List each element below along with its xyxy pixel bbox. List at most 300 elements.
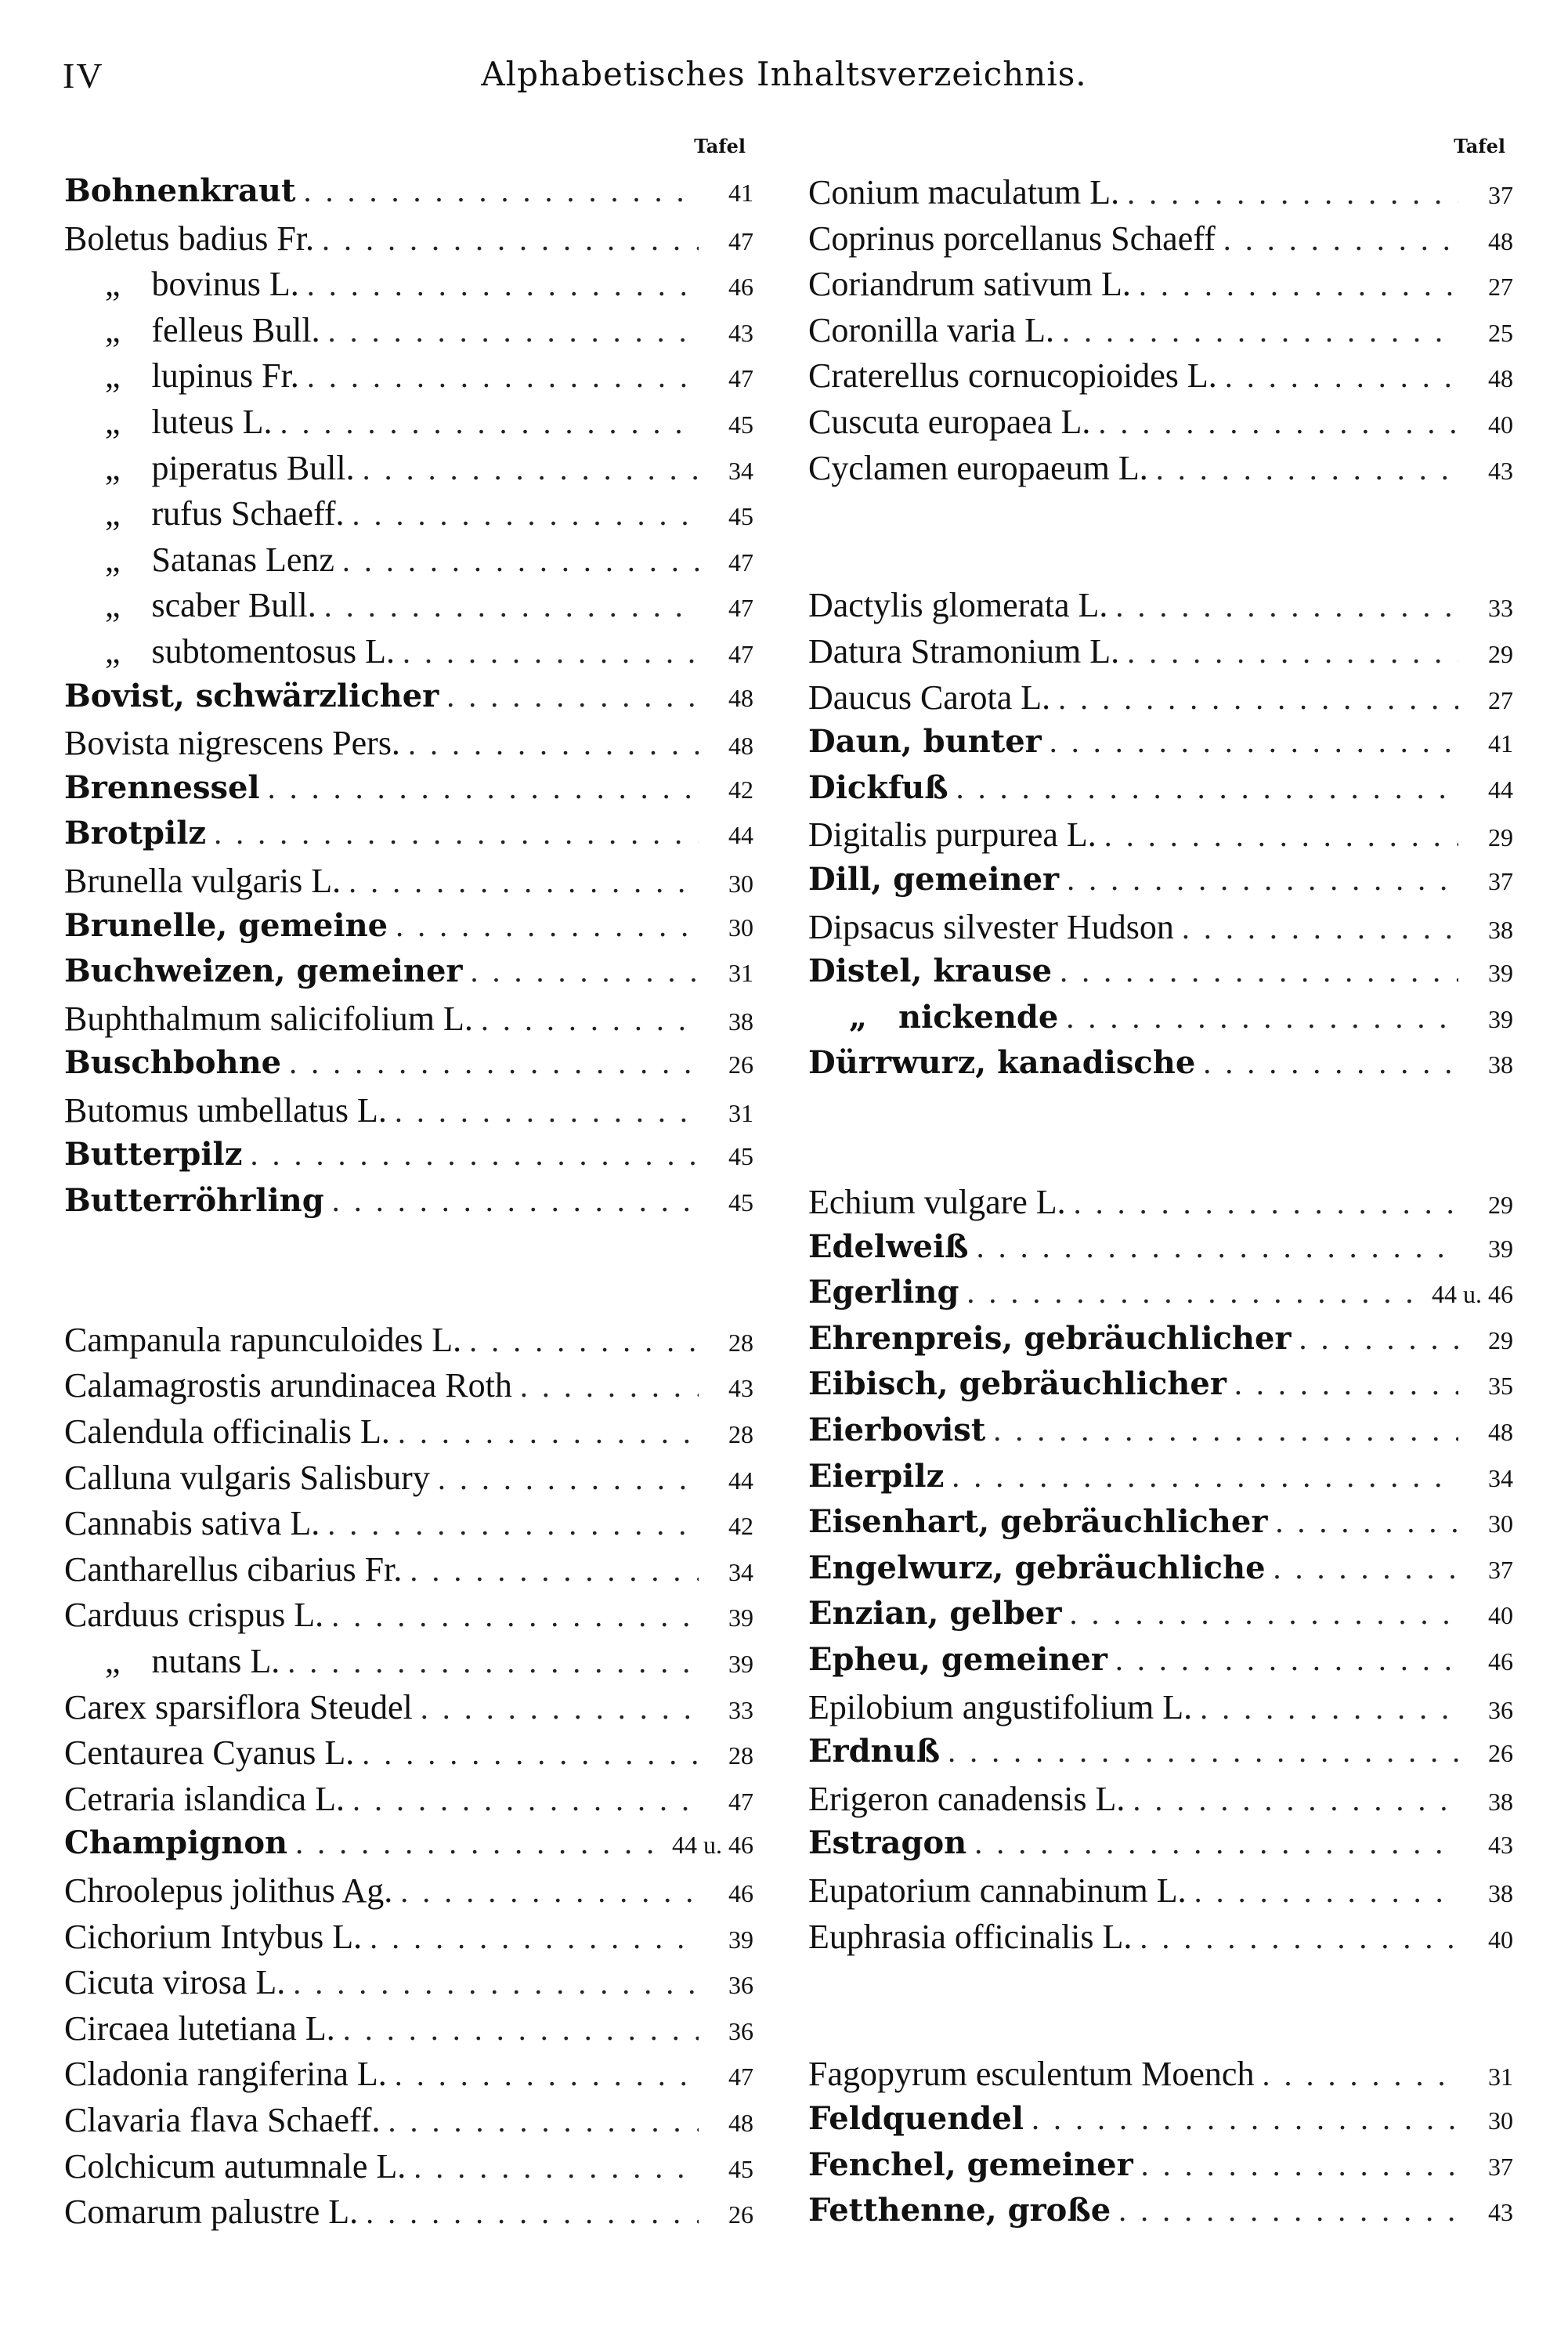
entry-name xyxy=(64,1090,387,1130)
dot-leader xyxy=(1115,588,1458,624)
index-entry xyxy=(808,219,1513,265)
entry-name-text: Circaea lutetiana L. xyxy=(64,2008,335,2048)
dot-leader xyxy=(324,588,699,624)
entry-name xyxy=(64,907,388,944)
index-entry xyxy=(64,1824,753,1871)
dot-leader xyxy=(332,1182,699,1219)
dot-leader xyxy=(322,221,699,258)
index-entry xyxy=(808,356,1513,402)
ditto-mark: „ xyxy=(105,356,121,396)
dot-leader xyxy=(977,1228,1458,1265)
entry-name-text: Epheu, gemeiner xyxy=(808,1641,1107,1678)
entry-name-text: Brotpilz xyxy=(64,815,207,852)
index-entry xyxy=(64,585,753,631)
entry-name xyxy=(64,2054,387,2094)
entry-tafel-number: 43 xyxy=(1488,1831,1513,1860)
entry-name xyxy=(64,861,341,901)
entry-tafel-number: 39 xyxy=(1488,1234,1513,1263)
entry-name-text: Chroolepus jolithus Ag. xyxy=(64,1871,393,1910)
index-entry xyxy=(64,1917,753,1963)
entry-name xyxy=(64,2146,406,2186)
entry-tafel-number: 36 xyxy=(728,1971,753,2000)
entry-tafel-number: 47 xyxy=(728,594,753,623)
entry-tafel-number: 47 xyxy=(728,1787,753,1816)
entry-name xyxy=(64,1687,413,1727)
entry-name-text: Brunella vulgaris L. xyxy=(64,861,341,900)
entry-tafel-number: 42 xyxy=(728,775,753,804)
dot-leader xyxy=(1127,175,1458,212)
entry-name xyxy=(808,1595,1061,1632)
entry-name xyxy=(64,219,314,258)
index-entry xyxy=(808,264,1513,310)
dot-leader xyxy=(287,1643,699,1680)
ditto-mark: „ xyxy=(105,310,121,349)
entry-name-text: piperatus Bull. xyxy=(151,448,355,487)
entry-name xyxy=(808,678,1050,718)
dot-leader xyxy=(1141,2146,1458,2183)
index-entry xyxy=(64,769,753,815)
entry-name xyxy=(808,2146,1133,2183)
entry-tafel-number: 31 xyxy=(728,959,753,988)
index-entry xyxy=(808,2192,1513,2238)
entry-tafel-number: 30 xyxy=(728,869,753,898)
index-entry xyxy=(808,2146,1513,2193)
dot-leader xyxy=(214,815,699,851)
entry-name xyxy=(64,356,299,396)
entry-tafel-number: 45 xyxy=(728,502,753,531)
index-entry xyxy=(64,2192,753,2238)
entry-tafel-number: 38 xyxy=(1488,915,1513,944)
dot-leader xyxy=(366,2194,699,2231)
entry-tafel-number: 37 xyxy=(1488,866,1513,895)
dot-leader xyxy=(408,725,699,762)
dot-leader xyxy=(403,634,699,671)
dot-leader xyxy=(1118,2192,1458,2229)
index-entry xyxy=(64,1458,753,1504)
entry-name xyxy=(64,1503,320,1543)
index-entry xyxy=(808,2100,1513,2146)
entry-tafel-number: 47 xyxy=(728,639,753,668)
entry-name xyxy=(64,631,395,671)
entry-tafel-number: 47 xyxy=(728,226,753,255)
entry-tafel-number: 31 xyxy=(1488,2063,1513,2092)
ditto-mark: „ xyxy=(105,265,121,304)
entry-name-text: Butterröhrling xyxy=(64,1182,324,1220)
dot-leader xyxy=(1074,1184,1458,1221)
entry-name xyxy=(808,1458,944,1495)
entry-tafel-number: 48 xyxy=(728,732,753,761)
entry-name-text: nickende xyxy=(898,998,1059,1036)
entry-name xyxy=(64,953,463,989)
ditto-mark: „ xyxy=(105,631,121,671)
index-entry xyxy=(64,2054,753,2100)
index-entry xyxy=(808,1044,1513,1090)
entry-tafel-number: 27 xyxy=(1488,685,1513,714)
entry-name-text: Calamagrostis arundinacea Roth xyxy=(64,1366,512,1405)
entry-name xyxy=(808,953,1052,989)
entry-name-text: Epilobium angustifolium L. xyxy=(808,1687,1193,1726)
dot-leader xyxy=(993,1412,1458,1448)
dot-leader xyxy=(1031,2100,1458,2137)
entry-name-text: Cladonia rangiferina L. xyxy=(64,2055,387,2094)
dot-leader xyxy=(1194,1873,1458,1910)
ditto-mark: „ xyxy=(105,402,121,441)
index-entry xyxy=(64,494,753,540)
entry-name-text: Eupatorium cannabinum L. xyxy=(808,1871,1187,1910)
dot-leader xyxy=(1182,909,1458,946)
dot-leader xyxy=(1058,680,1458,717)
ditto-mark: „ xyxy=(105,1642,121,1680)
entry-tafel-number: 45 xyxy=(728,1142,753,1171)
dot-leader xyxy=(1133,1781,1458,1818)
dot-leader xyxy=(952,1458,1458,1495)
entry-name-text: Centaurea Cyanus L. xyxy=(64,1734,355,1773)
index-entry xyxy=(808,1871,1513,1917)
index-entry xyxy=(808,310,1513,356)
entry-name xyxy=(808,999,1058,1036)
entry-tafel-number: 48 xyxy=(1488,1418,1513,1447)
entry-name xyxy=(64,678,439,714)
entry-tafel-number: 43 xyxy=(728,1374,753,1403)
entry-name-text: Bovist, schwärzlicher xyxy=(64,677,439,714)
section-spacer xyxy=(64,1228,753,1274)
entry-name xyxy=(808,448,1148,488)
entry-name xyxy=(64,1917,362,1957)
index-entry xyxy=(808,1824,1513,1871)
dot-leader xyxy=(342,542,699,579)
entry-name xyxy=(808,1412,985,1448)
entry-tafel-number: 34 xyxy=(728,1557,753,1586)
index-entry xyxy=(64,2100,753,2146)
entry-name-text: Estragon xyxy=(808,1824,967,1862)
dot-leader xyxy=(1069,1595,1458,1632)
entry-tafel-number: 31 xyxy=(728,1098,753,1127)
entry-name xyxy=(808,264,1131,304)
dot-leader xyxy=(1262,2056,1458,2093)
dot-leader xyxy=(1127,634,1458,671)
entry-name-text: Cuscuta europaea L. xyxy=(808,402,1091,441)
index-entry xyxy=(64,1779,753,1825)
entry-name xyxy=(808,861,1059,898)
index-column-right xyxy=(808,135,1513,2238)
index-entry xyxy=(808,1182,1513,1228)
entry-name xyxy=(808,769,948,806)
entry-name xyxy=(64,1779,345,1819)
entry-tafel-number: 41 xyxy=(1488,729,1513,758)
dot-leader xyxy=(1223,221,1458,258)
entry-name-text: Cicuta virosa L. xyxy=(64,1963,286,2002)
entry-name-text: Conium maculatum L. xyxy=(808,173,1120,212)
entry-tafel-number: 34 xyxy=(1488,1463,1513,1492)
entry-tafel-number: 26 xyxy=(1488,1739,1513,1768)
ditto-mark: „ xyxy=(105,494,121,533)
index-entry xyxy=(808,1595,1513,1641)
dot-leader xyxy=(363,450,699,487)
entry-tafel-number: 46 xyxy=(1488,1647,1513,1676)
column-header-tafel: Tafel xyxy=(694,135,746,157)
entry-name-text: Fenchel, gemeiner xyxy=(808,2146,1133,2183)
entry-name-text: Bohnenkraut xyxy=(64,172,296,209)
dot-leader xyxy=(395,1093,699,1130)
index-entry xyxy=(64,1412,753,1458)
index-entry xyxy=(808,585,1513,631)
entry-name xyxy=(808,1687,1192,1727)
entry-tafel-number: 25 xyxy=(1488,318,1513,347)
entry-name xyxy=(808,585,1107,625)
entry-tafel-number: 39 xyxy=(1488,1004,1513,1033)
dot-leader xyxy=(1156,450,1458,487)
entry-name xyxy=(808,1274,959,1311)
entry-name-text: Cyclamen europaeum L. xyxy=(808,448,1148,487)
entry-name xyxy=(64,999,473,1039)
entry-name xyxy=(64,1871,392,1911)
section-spacer xyxy=(808,1962,1513,2008)
index-entry xyxy=(64,678,753,724)
entry-tafel-number: 46 xyxy=(728,1878,753,1907)
entry-name xyxy=(64,1320,461,1360)
entry-name-text: Dactylis glomerata L. xyxy=(808,586,1108,625)
index-entry xyxy=(64,907,753,953)
entry-name-text: Champignon xyxy=(64,1824,288,1862)
index-entry xyxy=(64,402,753,448)
index-entry xyxy=(64,219,753,265)
entry-name xyxy=(808,1365,1227,1402)
entry-tafel-number: 37 xyxy=(1488,1555,1513,1584)
entry-name xyxy=(808,1320,1291,1357)
dot-leader xyxy=(307,266,699,303)
page-number: IV xyxy=(63,56,104,96)
dot-leader xyxy=(1115,1641,1458,1678)
entry-name xyxy=(808,1641,1107,1678)
entry-tafel-number: 39 xyxy=(728,1925,753,1954)
entry-tafel-number: 48 xyxy=(728,683,753,712)
index-entry xyxy=(64,1044,753,1090)
dot-leader xyxy=(327,1506,699,1542)
entry-tafel-number: 38 xyxy=(1488,1787,1513,1816)
dot-leader xyxy=(343,2011,699,2048)
dot-leader xyxy=(966,1274,1424,1311)
entry-name-text: Calluna vulgaris Salisbury xyxy=(64,1458,430,1497)
entry-name-text: Fagopyrum esculentum Moench xyxy=(808,2055,1255,2094)
section-spacer xyxy=(808,494,1513,540)
entry-name xyxy=(808,1824,966,1861)
page-title: Alphabetisches Inhaltsverzeichnis. xyxy=(481,55,1087,93)
dot-leader xyxy=(1098,404,1458,441)
dot-leader xyxy=(1060,953,1458,989)
dot-leader xyxy=(1200,1690,1458,1726)
dot-leader xyxy=(331,1597,699,1634)
entry-tafel-number: 42 xyxy=(728,1512,753,1541)
entry-tafel-number: 43 xyxy=(1488,2198,1513,2227)
entry-name-text: scaber Bull. xyxy=(151,586,316,625)
entry-name-text: Distel, krause xyxy=(808,953,1053,990)
entry-tafel-number: 45 xyxy=(728,410,753,439)
dot-leader xyxy=(471,953,699,989)
dot-leader xyxy=(1203,1044,1458,1081)
entry-name-text: Euphrasia officinalis L. xyxy=(808,1917,1133,1956)
entry-tafel-number: 44 xyxy=(728,1466,753,1495)
entry-name xyxy=(808,1733,940,1770)
index-entry xyxy=(64,1320,753,1366)
entry-name-text: Boletus badius Fr. xyxy=(64,219,315,258)
index-entry xyxy=(808,1412,1513,1458)
entry-name-text: Buphthalmum salicifolium L. xyxy=(64,999,473,1038)
index-entry xyxy=(64,1182,753,1228)
index-entry xyxy=(64,1962,753,2008)
entry-name-text: lupinus Fr. xyxy=(151,356,299,396)
index-entry xyxy=(64,815,753,861)
entry-tafel-number: 29 xyxy=(1488,639,1513,668)
entry-tafel-number: 44 xyxy=(728,821,753,850)
index-entry xyxy=(808,1779,1513,1825)
entry-name-text: Echium vulgare L. xyxy=(808,1183,1066,1222)
entry-name-text: Daucus Carota L. xyxy=(808,678,1051,717)
index-entry xyxy=(808,1458,1513,1504)
entry-name-text: Campanula rapunculoides L. xyxy=(64,1320,462,1359)
entry-name-text: Dürrwurz, kanadische xyxy=(808,1044,1196,1082)
entry-name xyxy=(64,769,260,806)
dot-leader xyxy=(362,1735,699,1772)
index-entry xyxy=(808,172,1513,219)
entry-tafel-number: 26 xyxy=(728,2200,753,2229)
dot-leader xyxy=(1104,817,1458,854)
dot-leader xyxy=(1299,1320,1458,1357)
index-entry xyxy=(808,1365,1513,1412)
index-entry xyxy=(808,448,1513,494)
entry-name xyxy=(808,631,1119,671)
dot-leader xyxy=(1274,1549,1458,1586)
entry-name-text: Butterpilz xyxy=(64,1136,243,1173)
dot-leader xyxy=(1050,723,1458,760)
dot-leader xyxy=(1234,1365,1458,1402)
dot-leader xyxy=(414,2149,699,2186)
entry-name xyxy=(808,356,1217,396)
dot-leader xyxy=(1225,358,1458,395)
dot-leader xyxy=(1066,999,1458,1036)
entry-tafel-number: 36 xyxy=(728,2016,753,2045)
entry-tafel-number: 46 xyxy=(728,273,753,302)
entry-tafel-number: 44 xyxy=(1488,775,1513,804)
entry-name-text: Satanas Lenz xyxy=(151,540,334,579)
entry-tafel-number: 45 xyxy=(728,2154,753,2183)
entry-name-text: Brennessel xyxy=(64,768,260,806)
index-entry xyxy=(64,723,753,769)
entry-name-text: subtomentosus L. xyxy=(151,631,395,671)
dot-leader xyxy=(398,1414,699,1451)
entry-tafel-number: 28 xyxy=(728,1420,753,1449)
entry-name xyxy=(64,172,295,209)
index-entry xyxy=(808,815,1513,861)
entry-name xyxy=(64,2008,335,2048)
index-entry xyxy=(64,264,753,310)
entry-tafel-number: 41 xyxy=(728,179,753,207)
index-entry xyxy=(64,448,753,494)
entry-tafel-number: 28 xyxy=(728,1328,753,1357)
dot-leader xyxy=(421,1690,699,1726)
dot-leader xyxy=(446,678,699,714)
entry-tafel-number: 48 xyxy=(728,2108,753,2137)
entry-name-text: Cichorium Intybus L. xyxy=(64,1917,363,1956)
index-entry xyxy=(64,1365,753,1412)
entry-name xyxy=(808,402,1090,442)
entry-name xyxy=(808,1503,1267,1540)
entry-name-text: Daun, bunter xyxy=(808,723,1042,761)
section-spacer xyxy=(808,2008,1513,2055)
index-entry xyxy=(64,953,753,999)
entry-tafel-number: 37 xyxy=(1488,2152,1513,2181)
entry-tafel-number: 35 xyxy=(1488,1372,1513,1401)
entry-name-text: Egerling xyxy=(808,1274,959,1311)
entry-tafel-number: 47 xyxy=(728,2063,753,2092)
entry-name-text: Brunelle, gemeine xyxy=(64,906,388,944)
entry-name-text: Enzian, gelber xyxy=(808,1595,1062,1632)
entry-name-text: Datura Stramonium L. xyxy=(808,631,1120,671)
dot-leader xyxy=(280,404,699,441)
dot-leader xyxy=(948,1733,1458,1770)
index-entry xyxy=(64,356,753,402)
index-entry xyxy=(64,1733,753,1779)
entry-name xyxy=(64,402,273,442)
index-entry xyxy=(808,769,1513,815)
dot-leader xyxy=(303,172,699,209)
entry-tafel-number: 36 xyxy=(1488,1695,1513,1724)
entry-name-text: Engelwurz, gebräuchliche xyxy=(808,1549,1266,1586)
dot-leader xyxy=(1140,1919,1458,1956)
index-entry xyxy=(808,678,1513,724)
index-entry xyxy=(64,631,753,678)
entry-name-text: Butomus umbellatus L. xyxy=(64,1090,387,1130)
dot-leader xyxy=(410,1552,699,1589)
dot-leader xyxy=(388,2102,699,2139)
index-entry xyxy=(64,2008,753,2055)
entry-name xyxy=(64,1412,390,1452)
section-spacer xyxy=(808,1136,1513,1182)
index-entry xyxy=(808,402,1513,448)
index-entry xyxy=(808,723,1513,769)
entry-name-text: Edelweiß xyxy=(808,1227,969,1265)
entry-name xyxy=(808,1549,1266,1586)
ditto-mark: „ xyxy=(105,586,121,625)
entry-name xyxy=(808,1044,1195,1081)
entry-tafel-number: 45 xyxy=(728,1188,753,1217)
entry-tafel-number: 40 xyxy=(1488,1601,1513,1630)
index-entry xyxy=(64,1595,753,1641)
dot-leader xyxy=(438,1460,699,1497)
entry-tafel-number: 27 xyxy=(1488,273,1513,302)
entry-name-text: Erigeron canadensis L. xyxy=(808,1779,1125,1818)
entry-name xyxy=(64,494,345,533)
entry-tafel-number: 47 xyxy=(728,364,753,393)
entry-tafel-number: 34 xyxy=(728,456,753,485)
entry-name-text: Eierbovist xyxy=(808,1412,986,1449)
dot-leader xyxy=(469,1322,699,1359)
ditto-mark: „ xyxy=(849,998,868,1036)
entry-name-text: nutans L. xyxy=(151,1642,280,1680)
entry-name xyxy=(808,1871,1187,1911)
entry-name-text: Fetthenne, große xyxy=(808,2192,1111,2229)
entry-name xyxy=(808,1779,1125,1819)
entry-tafel-number: 28 xyxy=(728,1741,753,1770)
index-entry xyxy=(64,310,753,356)
entry-name xyxy=(64,1824,287,1861)
dot-leader xyxy=(400,1873,699,1910)
entry-name xyxy=(808,1917,1132,1957)
dot-leader xyxy=(328,313,699,349)
entry-tafel-number: 40 xyxy=(1488,410,1513,439)
dot-leader xyxy=(481,1001,699,1038)
entry-tafel-number: 39 xyxy=(728,1603,753,1632)
entry-name xyxy=(808,815,1097,855)
